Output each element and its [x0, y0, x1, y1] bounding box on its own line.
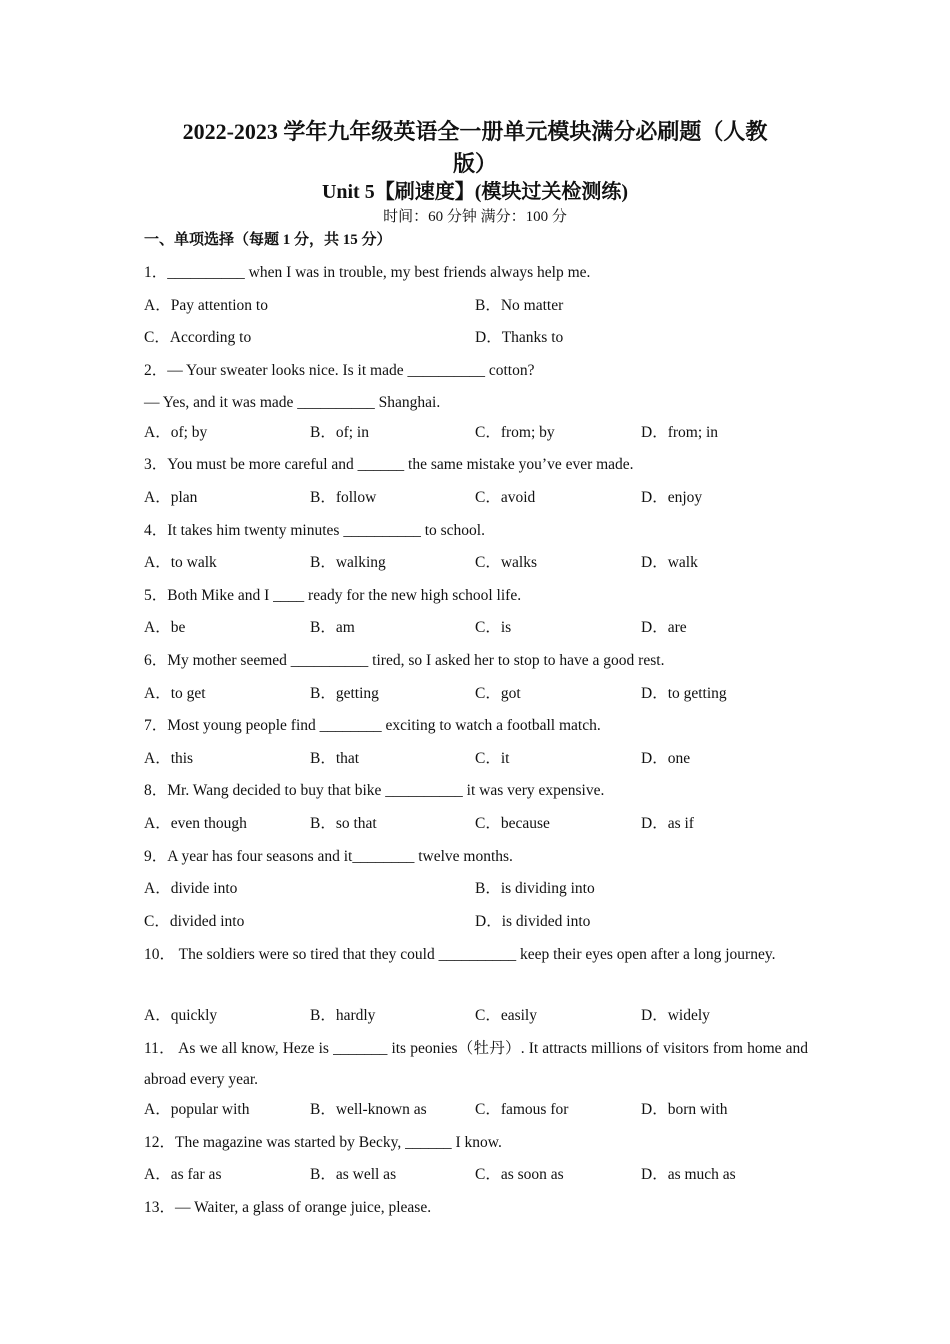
question-1-option-c: C．According to [144, 329, 252, 346]
question-4-options [144, 552, 808, 574]
question-5-option-c: C．is [475, 619, 512, 636]
question-6-option-a: A．to get [144, 685, 206, 702]
question-12-option-a: A．as far as [144, 1166, 222, 1183]
question-4-option-a: A．to walk [144, 554, 217, 571]
question-2-option-a: A．of; by [144, 424, 208, 441]
question-11-stem: 11． As we all know, Heze is _______ its peonies（牡丹）. It attracts millions of visitors from home and abroad every year. [144, 1040, 808, 1088]
question-11-option-b: B．well-known as [310, 1101, 427, 1118]
question-10-option-b: B．hardly [310, 1007, 376, 1024]
question-8-stem: 8．Mr. Wang decided to buy that bike __________ it was very expensive. [144, 782, 605, 799]
question-7-option-b: B．that [310, 750, 360, 767]
question-6-option-c: C．got [475, 685, 521, 702]
question-5-option-d: D．are [641, 619, 687, 636]
question-12-options [144, 1164, 808, 1186]
question-13-stem: 13．— Waiter, a glass of orange juice, please. [144, 1199, 432, 1216]
question-7-option-c: C．it [475, 750, 510, 767]
question-3-option-b: B．follow [310, 489, 377, 506]
question-2-options [144, 422, 808, 444]
question-11-option-d: D．born with [641, 1101, 728, 1118]
question-9-option-b: B．is dividing into [475, 880, 595, 897]
question-5-option-b: B．am [310, 619, 355, 636]
question-8-options [144, 813, 808, 835]
question-2-stem: 2．— Your sweater looks nice. Is it made __________ cotton? [144, 362, 535, 379]
question-2-stem-reply: — Yes, and it was made __________ Shanghai. [144, 394, 441, 411]
question-6-option-b: B．getting [310, 685, 379, 702]
question-1-option-b: B．No matter [475, 297, 564, 314]
question-9-options-row-2 [144, 911, 808, 933]
question-5-options [144, 617, 808, 639]
question-10-option-c: C．easily [475, 1007, 537, 1024]
question-9-stem: 9．A year has four seasons and it________ twelve months. [144, 848, 513, 865]
question-8-option-d: D．as if [641, 815, 694, 832]
question-5-stem: 5．Both Mike and I ____ ready for the new high school life. [144, 587, 522, 604]
question-3-option-c: C．avoid [475, 489, 536, 506]
question-9-options-row-1 [144, 878, 808, 900]
question-8-option-b: B．so that [310, 815, 377, 832]
question-12-stem: 12．The magazine was started by Becky, ______ I know. [144, 1134, 502, 1151]
question-7-option-a: A．this [144, 750, 194, 767]
question-3-stem: 3．You must be more careful and ______ the same mistake you’ve ever made. [144, 456, 634, 473]
question-4-stem: 4．It takes him twenty minutes __________ to school. [144, 522, 485, 539]
document-title-line-1: 2022-2023 学年九年级英语全一册单元模块满分必刷题（人教 [182, 119, 768, 144]
question-6-stem: 6．My mother seemed __________ tired, so I asked her to stop to have a good rest. [144, 652, 665, 669]
question-9-option-c: C．divided into [144, 913, 245, 930]
document-title [140, 116, 810, 180]
question-11-option-c: C．famous for [475, 1101, 569, 1118]
question-11-options [144, 1099, 808, 1121]
document-subtitle: Unit 5【刷速度】(模块过关检测练) [321, 181, 629, 203]
question-7-options [144, 748, 808, 770]
question-10-option-a: A．quickly [144, 1007, 218, 1024]
question-1-option-d: D．Thanks to [475, 329, 564, 346]
question-10-option-d: D．widely [641, 1007, 710, 1024]
question-4-option-b: B．walking [310, 554, 386, 571]
question-3-option-a: A．plan [144, 489, 198, 506]
question-7-stem: 7．Most young people find ________ exciting to watch a football match. [144, 717, 601, 734]
question-10-stem: 10． The soldiers were so tired that they could __________ keep their eyes open after a long journey. [144, 946, 776, 963]
question-4-option-d: D．walk [641, 554, 698, 571]
question-12-option-c: C．as soon as [475, 1166, 564, 1183]
question-2-option-c: C．from; by [475, 424, 555, 441]
question-6-option-d: D．to getting [641, 685, 727, 702]
document-title-line-2: 版） [452, 151, 497, 176]
section-heading: 一、单项选择（每题 1 分，共 15 分） [144, 232, 392, 248]
question-1-options-row-1 [144, 295, 808, 317]
question-12-option-d: D．as much as [641, 1166, 736, 1183]
question-11-option-a: A．popular with [144, 1101, 250, 1118]
question-7-option-d: D．one [641, 750, 691, 767]
question-3-options [144, 487, 808, 509]
question-9-option-a: A．divide into [144, 880, 238, 897]
question-4-option-c: C．walks [475, 554, 538, 571]
question-8-option-c: C．because [475, 815, 550, 832]
question-8-option-a: A．even though [144, 815, 247, 832]
question-1-stem: 1．__________ when I was in trouble, my best friends always help me. [144, 264, 591, 281]
question-9-option-d: D．is divided into [475, 913, 591, 930]
question-1-options-row-2 [144, 327, 808, 349]
question-10-options [144, 1005, 808, 1027]
question-3-option-d: D．enjoy [641, 489, 703, 506]
question-2-option-b: B．of; in [310, 424, 369, 441]
question-1-option-a: A．Pay attention to [144, 297, 268, 314]
question-2-option-d: D．from; in [641, 424, 719, 441]
question-6-options [144, 683, 808, 705]
time-and-score-info: 时间：60 分钟 满分：100 分 [383, 209, 567, 225]
question-12-option-b: B．as well as [310, 1166, 397, 1183]
question-5-option-a: A．be [144, 619, 186, 636]
